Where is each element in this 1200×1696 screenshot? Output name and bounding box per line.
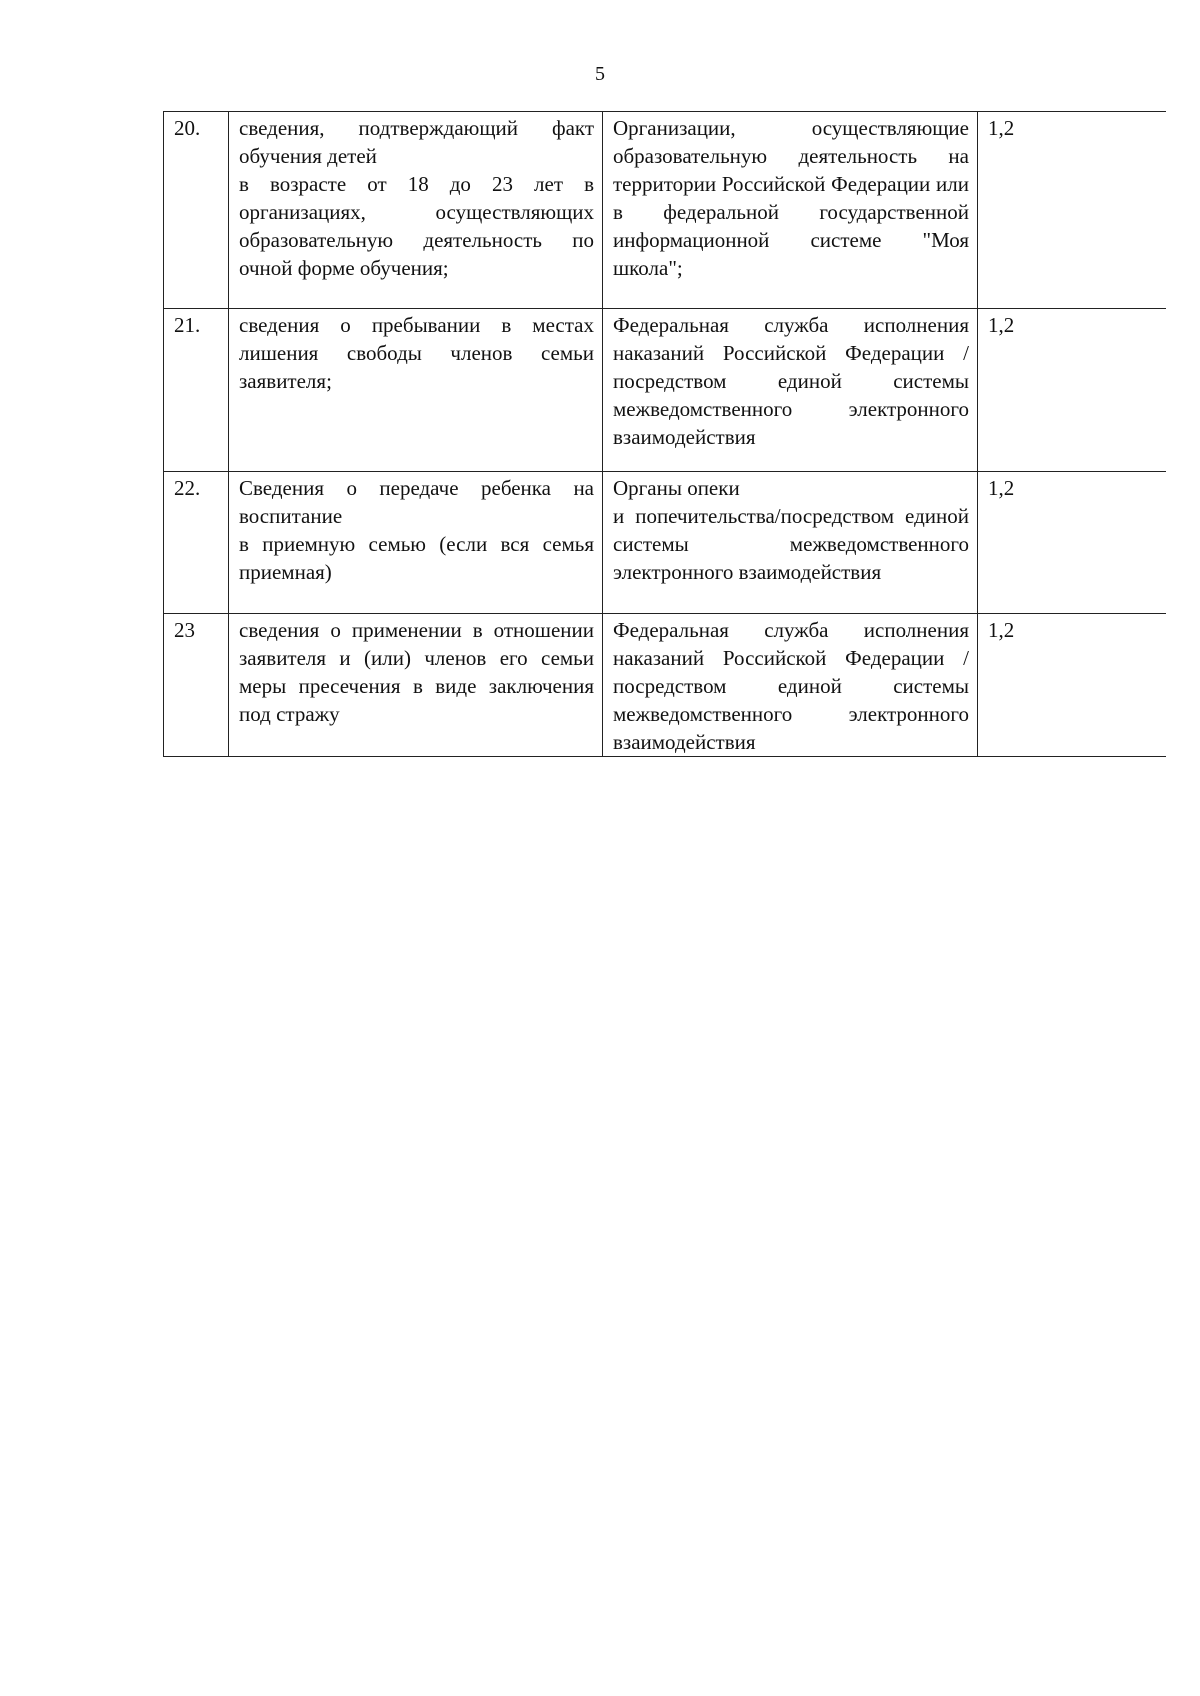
table-row <box>164 112 1166 309</box>
row-code: 1,2 <box>978 614 1166 757</box>
information-description: Сведения о передаче ребенка на воспитание в приемную семью (если вся семья приемная) <box>229 472 603 614</box>
row-number: 20. <box>164 112 229 309</box>
table-row <box>164 472 1166 614</box>
information-description: сведения, подтверждающий факт обучения детей в возрасте от 18 до 23 лет в организациях, осуществляющих образовательную деятельность по очной форме обучения; <box>229 112 603 309</box>
row-number: 23 <box>164 614 229 757</box>
row-number: 21. <box>164 309 229 472</box>
information-source: Федеральная служба исполнения наказаний Российской Федерации /посредством единой системы межведомственного электронного взаимодействия <box>603 309 978 472</box>
row-code: 1,2 <box>978 472 1166 614</box>
row-code: 1,2 <box>978 112 1166 309</box>
row-number: 22. <box>164 472 229 614</box>
information-sources-table <box>163 111 1166 757</box>
page-number: 5 <box>595 63 605 85</box>
information-description: сведения о применении в отношении заявителя и (или) членов его семьи меры пресечения в виде заключения под стражу <box>229 614 603 757</box>
information-source: Органы опеки и попечительства/посредством единой системы межведомственного электронного взаимодействия <box>603 472 978 614</box>
row-code: 1,2 <box>978 309 1166 472</box>
table-row <box>164 309 1166 472</box>
information-source: Федеральная служба исполнения наказаний Российской Федерации /посредством единой системы межведомственного электронного взаимодействия <box>603 614 978 757</box>
information-source: Организации, осуществляющие образовательную деятельность на территории Российской Федерации или в федеральной государственной информационной системе "Моя школа"; <box>603 112 978 309</box>
table-row <box>164 614 1166 757</box>
information-description: сведения о пребывании в местах лишения свободы членов семьи заявителя; <box>229 309 603 472</box>
